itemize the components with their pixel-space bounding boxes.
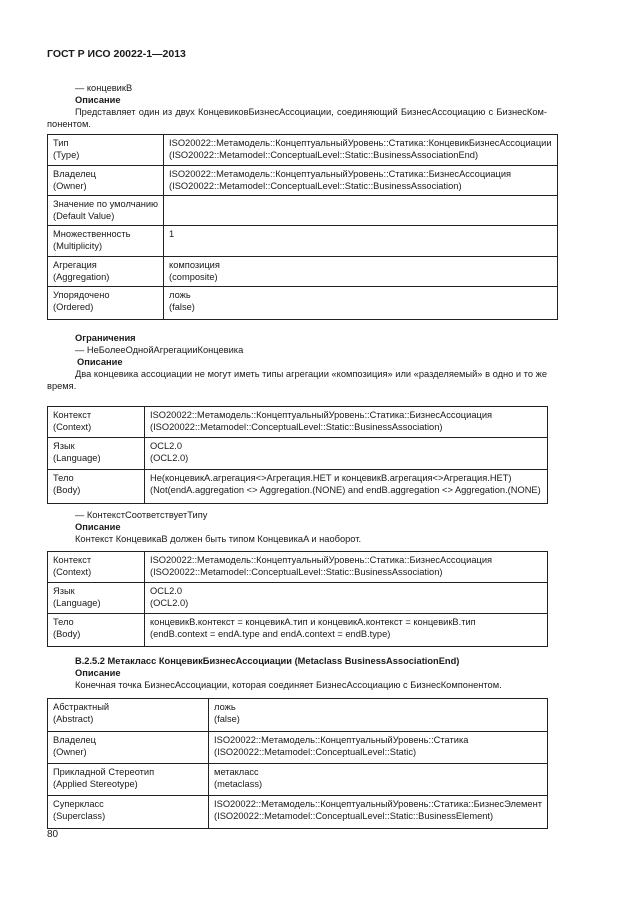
constraint-name: — КонтекстСоответствуетТипу xyxy=(75,510,208,520)
cell-line-russian: концевикB.контекст = концевикA.тип и концевикA.контекст = концевикB.тип xyxy=(150,617,476,627)
cell-line-russian: ISO20022::Метамодель::КонцептуальныйУровень::Статика::БизнесЭлемент xyxy=(214,799,542,809)
table-row xyxy=(48,438,548,470)
cell-line-english: (ISO20022::Metamodel::ConceptualLevel::Static::BusinessAssociation) xyxy=(150,567,443,578)
property-value-cell xyxy=(145,552,548,583)
cell-line-russian: метакласс xyxy=(214,767,259,777)
table-row xyxy=(48,196,558,226)
cell-line-english: (Owner) xyxy=(53,181,87,192)
cell-line-russian: ISO20022::Метамодель::КонцептуальныйУровень::Статика::БизнесАссоциация xyxy=(150,410,493,420)
cell-line-english: (composite) xyxy=(169,272,218,283)
cell-line-english: (Language) xyxy=(53,453,101,464)
property-name-cell xyxy=(48,699,209,732)
cell-line-russian: ISO20022::Метамодель::КонцептуальныйУровень::Статика::БизнесАссоциация xyxy=(150,555,493,565)
cell-line-russian: Тело xyxy=(53,617,74,627)
property-value-cell xyxy=(145,470,548,504)
properties-table xyxy=(47,134,558,320)
table-row xyxy=(48,552,548,583)
cell-line-russian: Язык xyxy=(53,586,75,596)
description-text: Контекст КонцевикаB должен быть типом КонцевикаA и наоборот. xyxy=(75,534,362,544)
cell-line-english: (Abstract) xyxy=(53,714,94,725)
cell-line-russian: Владелец xyxy=(53,735,97,745)
property-value-cell xyxy=(145,407,548,438)
description-text: Представляет один из двух КонцевиковБизнесАссоциации, соединяющий БизнесАссоциацию с БизнесКом-понентом. xyxy=(47,107,547,130)
cell-line-english: (OCL2.0) xyxy=(150,453,189,464)
cell-line-english: (Owner) xyxy=(53,747,87,758)
property-value-cell xyxy=(164,166,558,196)
cell-line-russian: OCL2.0 xyxy=(150,586,183,596)
table-row xyxy=(48,470,548,504)
constraints-label: Ограничения xyxy=(75,333,136,343)
property-value-cell xyxy=(145,614,548,647)
cell-line-english: (Body) xyxy=(53,485,81,496)
cell-line-english: (Superclass) xyxy=(53,811,106,822)
cell-line-english: (Multiplicity) xyxy=(53,241,103,252)
cell-line-english: (ISO20022::Metamodel::ConceptualLevel::Static) xyxy=(214,747,417,758)
table-row xyxy=(48,407,548,438)
cell-line-russian: Абстрактный xyxy=(53,702,110,712)
table-row xyxy=(48,287,558,320)
metaclass-table xyxy=(47,698,548,829)
table-row xyxy=(48,135,558,166)
cell-line-russian: Агрегация xyxy=(53,260,97,270)
property-value-cell xyxy=(145,583,548,614)
property-name-cell xyxy=(48,287,164,320)
cell-line-english: (Not(endA.aggregation <> Aggregation.(NONE) and endB.aggregation <> Aggregation.(NONE) xyxy=(150,485,541,496)
property-name-cell xyxy=(48,166,164,196)
cell-line-english: (Language) xyxy=(53,598,101,609)
table-row xyxy=(48,614,548,647)
cell-line-english: (endB.context = endA.type and endA.context = endB.type) xyxy=(150,629,391,640)
cell-line-russian: Контекст xyxy=(53,555,92,565)
cell-line-russian: Множественность xyxy=(53,229,131,239)
cell-line-english: (Ordered) xyxy=(53,302,94,313)
cell-line-russian: OCL2.0 xyxy=(150,441,183,451)
constraint-table xyxy=(47,406,548,504)
property-name-cell xyxy=(48,796,209,829)
cell-line-russian: Суперкласс xyxy=(53,799,104,809)
description-text: Конечная точка БизнесАссоциации, которая соединяет БизнесАссоциацию с БизнесКомпонентом. xyxy=(75,680,502,690)
table-row xyxy=(48,166,558,196)
cell-line-russian: Контекст xyxy=(53,410,92,420)
property-name-cell xyxy=(48,732,209,764)
cell-line-russian: ложь xyxy=(214,702,236,712)
cell-line-russian: Значение по умолчанию xyxy=(53,199,159,209)
cell-line-english: (Body) xyxy=(53,629,81,640)
property-value-cell xyxy=(209,732,548,764)
cell-line-russian: Тело xyxy=(53,473,74,483)
cell-line-english: (ISO20022::Metamodel::ConceptualLevel::Static::BusinessAssociation) xyxy=(169,181,462,192)
table-row xyxy=(48,583,548,614)
cell-line-russian: Упорядочено xyxy=(53,290,110,300)
constraint-table xyxy=(47,551,548,647)
property-name-cell xyxy=(48,614,145,647)
property-name-cell xyxy=(48,438,145,470)
table-row xyxy=(48,257,558,287)
property-name-cell xyxy=(48,470,145,504)
property-value-cell xyxy=(164,135,558,166)
cell-line-english: (Context) xyxy=(53,567,92,578)
cell-line-english: (Default Value) xyxy=(53,211,115,222)
cell-line-english: (Applied Stereotype) xyxy=(53,779,138,790)
cell-line-russian: Не(концевикA.агрегация<>Агрегация.НЕТ и концевикB.агрегация<>Агрегация.НЕТ) xyxy=(150,473,512,483)
property-name-cell xyxy=(48,257,164,287)
cell-line-english: (ISO20022::Metamodel::ConceptualLevel::Static::BusinessAssociationEnd) xyxy=(169,150,479,161)
property-name-cell xyxy=(48,583,145,614)
property-value-cell xyxy=(164,226,558,257)
property-name-cell xyxy=(48,226,164,257)
property-name-cell xyxy=(48,552,145,583)
cell-line-english: (ISO20022::Metamodel::ConceptualLevel::Static::BusinessAssociation) xyxy=(150,422,443,433)
description-label: Описание xyxy=(75,668,121,678)
cell-line-russian: Прикладной Стереотип xyxy=(53,767,155,777)
table-row xyxy=(48,226,558,257)
property-value-cell xyxy=(164,196,558,226)
document-header: ГОСТ Р ИСО 20022-1—2013 xyxy=(47,48,186,60)
cell-line-russian: Язык xyxy=(53,441,75,451)
cell-line-english: (Type) xyxy=(53,150,80,161)
table-row xyxy=(48,796,548,829)
table-row xyxy=(48,764,548,796)
cell-line-english: (Aggregation) xyxy=(53,272,110,283)
description-label: Описание xyxy=(77,357,123,367)
property-value-cell xyxy=(209,764,548,796)
cell-line-english: (Context) xyxy=(53,422,92,433)
cell-line-english: (OCL2.0) xyxy=(150,598,189,609)
cell-line-russian: композиция xyxy=(169,260,220,270)
property-value-cell xyxy=(145,438,548,470)
description-text: Два концевика ассоциации не могут иметь типы агрегации «композиция» или «разделяемый» в одно и то же время. xyxy=(47,369,547,392)
property-name-cell xyxy=(48,764,209,796)
cell-line-english: (false) xyxy=(214,714,240,725)
cell-line-english: (false) xyxy=(169,302,195,313)
property-value-cell xyxy=(209,796,548,829)
cell-line-russian: ложь xyxy=(169,290,191,300)
item-name: — концевикВ xyxy=(75,83,133,93)
cell-line-russian: ISO20022::Метамодель::КонцептуальныйУровень::Статика xyxy=(214,735,469,745)
table-row xyxy=(48,732,548,764)
cell-line-russian: ISO20022::Метамодель::КонцептуальныйУровень::Статика::КонцевикБизнесАссоциации xyxy=(169,138,552,148)
description-label: Описание xyxy=(75,522,121,532)
property-value-cell xyxy=(209,699,548,732)
cell-line-english: (metaclass) xyxy=(214,779,263,790)
table-row xyxy=(48,699,548,732)
section-heading: B.2.5.2 Метакласс КонцевикБизнесАссоциации (Metaclass BusinessAssociationEnd) xyxy=(75,656,460,666)
cell-line-english: (ISO20022::Metamodel::ConceptualLevel::Static::BusinessElement) xyxy=(214,811,494,822)
property-value-cell xyxy=(164,257,558,287)
page-number: 80 xyxy=(47,829,59,840)
property-value-cell xyxy=(164,287,558,320)
cell-line-russian: Тип xyxy=(53,138,69,148)
constraint-name: — НеБолееОднойАгрегацииКонцевика xyxy=(75,345,244,355)
cell-line-russian: Владелец xyxy=(53,169,97,179)
property-name-cell xyxy=(48,407,145,438)
cell-line-russian: ISO20022::Метамодель::КонцептуальныйУровень::Статика::БизнесАссоциация xyxy=(169,169,512,179)
cell-line-russian: 1 xyxy=(169,229,175,239)
property-name-cell xyxy=(48,135,164,166)
property-name-cell xyxy=(48,196,164,226)
description-label: Описание xyxy=(75,95,121,105)
